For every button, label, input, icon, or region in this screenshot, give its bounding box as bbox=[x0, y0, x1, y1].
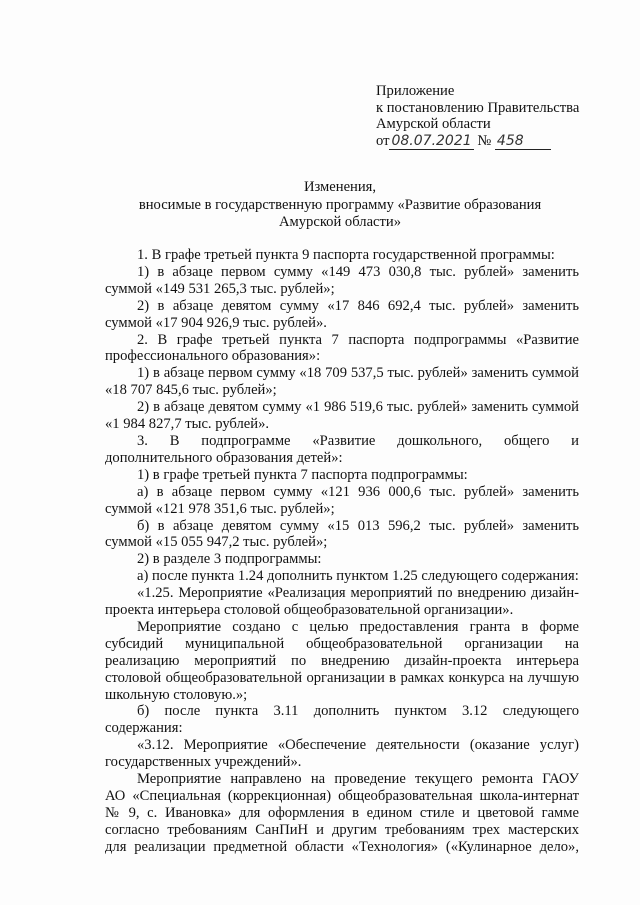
paragraph-2: 1) в абзаце первом сумму «149 473 030,8 тыс. рублей» заменить суммой «149 531 265,3 тыс. рублей»; bbox=[105, 263, 579, 297]
paragraph-10: б) в абзаце девятом сумму «15 013 596,2 тыс. рублей» заменить суммой «15 055 947,2 тыс. рублей»; bbox=[105, 517, 579, 551]
paragraph-13: «1.25. Мероприятие «Реализация мероприятий по внедрению дизайн-проекта интерьера столовой общеобразовательной организации». bbox=[105, 585, 579, 619]
appendix-header bbox=[376, 83, 579, 150]
appendix-resolution: к постановлению Правительства bbox=[376, 99, 580, 116]
appendix-region: Амурской области bbox=[376, 116, 491, 132]
paragraph-16: «3.12. Мероприятие «Обеспечение деятельности (оказание услуг) государственных учреждений». bbox=[105, 737, 579, 771]
paragraph-12: а) после пункта 1.24 дополнить пунктом 1.25 следующего содержания: bbox=[137, 568, 579, 585]
title-line-1: Изменения, bbox=[303, 179, 377, 195]
document-title bbox=[100, 179, 580, 232]
paragraph-3: 2) в абзаце девятом сумму «17 846 692,4 тыс. рублей» заменить суммой «17 904 926,9 тыс. рублей». bbox=[105, 297, 579, 331]
paragraph-15: б) после пункта 3.11 дополнить пунктом 3.12 следующего содержания: bbox=[105, 703, 579, 737]
paragraph-6: 2) в абзаце девятом сумму «1 986 519,6 тыс. рублей» заменить суммой «1 984 827,7 тыс. рублей». bbox=[105, 399, 579, 433]
handwritten-number: 458 bbox=[495, 133, 551, 151]
paragraph-1: 1. В графе третьей пункта 9 паспорта государственной программы: bbox=[137, 247, 555, 263]
paragraph-7: 3. В подпрограмме «Развитие дошкольного, общего и дополнительного образования детей»: bbox=[105, 432, 579, 466]
paragraph-9: а) в абзаце первом сумму «121 936 000,6 тыс. рублей» заменить суммой «121 978 351,6 тыс. рублей»; bbox=[105, 483, 579, 517]
paragraph-5: 1) в абзаце первом сумму «18 709 537,5 тыс. рублей» заменить суммой «18 707 845,6 тыс. рублей»; bbox=[105, 365, 579, 399]
title-line-2: вносимые в государственную программу «Развитие образования bbox=[138, 196, 542, 213]
handwritten-date: 08.07.2021 bbox=[391, 132, 472, 149]
paragraph-17: Мероприятие направлено на проведение текущего ремонта ГАОУ АО «Специальная (коррекционная) общеобразовательная школа-интернат № 9, с. Ивановка» для оформления в едином стиле и цветовой гамме согласно требованиям СанПиН и другим требованиям трех мастерских для реализации предметной области «Технология» («Кулинарное дело», bbox=[105, 771, 579, 855]
paragraph-8: 1) в графе третьей пункта 7 паспорта подпрограммы: bbox=[137, 466, 468, 483]
from-label: от bbox=[376, 132, 390, 149]
number-label: № bbox=[477, 132, 492, 149]
paragraph-4: 2. В графе третьей пункта 7 паспорта подпрограммы «Развитие профессионального образования»: bbox=[105, 331, 579, 365]
paragraph-14: Мероприятие создано с целью предоставления гранта в форме субсидий муниципальной общеобразовательной организации на реализацию мероприятий по внедрению дизайн-проекта интерьера столовой общеобразовательной организации в рамках конкурса на лучшую школьную столовую.»; bbox=[105, 618, 579, 703]
appendix-date-number bbox=[376, 133, 579, 151]
paragraph-11: 2) в разделе 3 подпрограммы: bbox=[137, 551, 322, 568]
title-line-3: Амурской области» bbox=[278, 214, 402, 230]
document-body bbox=[105, 247, 579, 856]
appendix-label: Приложение bbox=[376, 83, 455, 99]
